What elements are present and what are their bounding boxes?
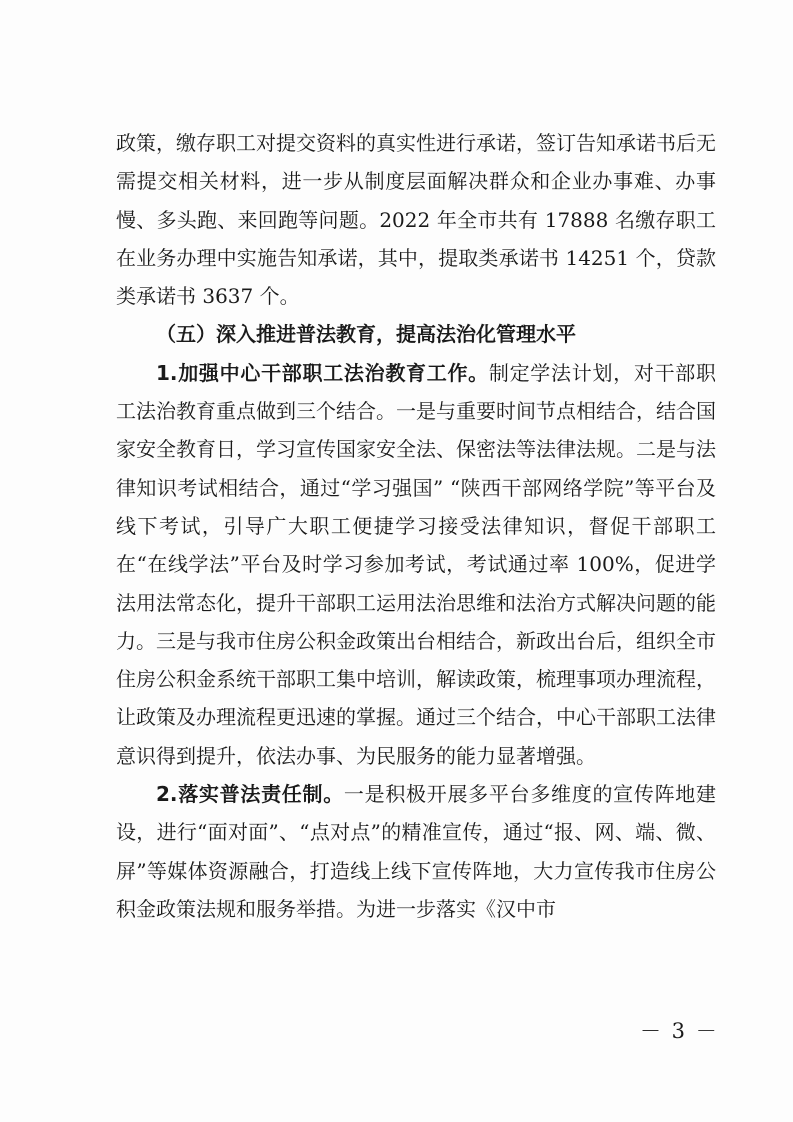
paragraph-body-text: 制定学法计划，对干部职工法治教育重点做到三个结合。一是与重要时间节点相结合，结合国家安全教育日，学习宣传国家安全法、保密法等法律法规。二是与法律知识考试相结合，通过“学习强国” “陕西干部网络学院”等平台及线下考试，引导广大职工便捷学习接受法律知识，督促干部职工在“在线学法”平台及时学习参加考试，考试通过率 100%，促进学法用法常态化，提升干部职工运用法治思维和法治方式解决问题的能力。三是与我市住房公积金政策出台相结合，新政出台后，组织全市住房公积金系统干部职工集中培训，解读政策，梳理事项办理流程，让政策及办理流程更迅速的掌握。通过三个结合，中心干部职工法律意识得到提升，依法办事、为民服务的能力显著增强。 <box>116 360 716 768</box>
paragraph-responsibility <box>116 775 716 928</box>
paragraph-continued: 政策，缴存职工对提交资料的真实性进行承诺，签订告知承诺书后无需提交相关材料，进一步从制度层面解决群众和企业办事难、办事慢、多头跑、来回跑等问题。2022 年全市共有 17888 名缴存职工在业务办理中实施告知承诺，其中，提取类承诺书 14251 个，贷款类承诺书 3637 个。 <box>116 131 716 309</box>
paragraph-legal-education <box>116 354 716 775</box>
paragraph-lead-title: 1.加强中心干部职工法治教育工作。 <box>156 360 489 385</box>
paragraph-body-text: 一是积极开展多平台多维度的宣传阵地建设，进行“面对面”、“点对点”的精准宣传，通过“报、网、端、微、屏”等媒体资源融合，打造线上线下宣传阵地，大力宣传我市住房公积金政策法规和服务举措。为进一步落实《汉中市 <box>116 782 717 921</box>
document-body <box>116 124 716 928</box>
page-number: － 3 － <box>640 1019 719 1043</box>
paragraph-lead-title: 2.落实普法责任制。 <box>156 782 344 807</box>
section-heading: （五）深入推进普法教育，提高法治化管理水平 <box>156 322 576 347</box>
